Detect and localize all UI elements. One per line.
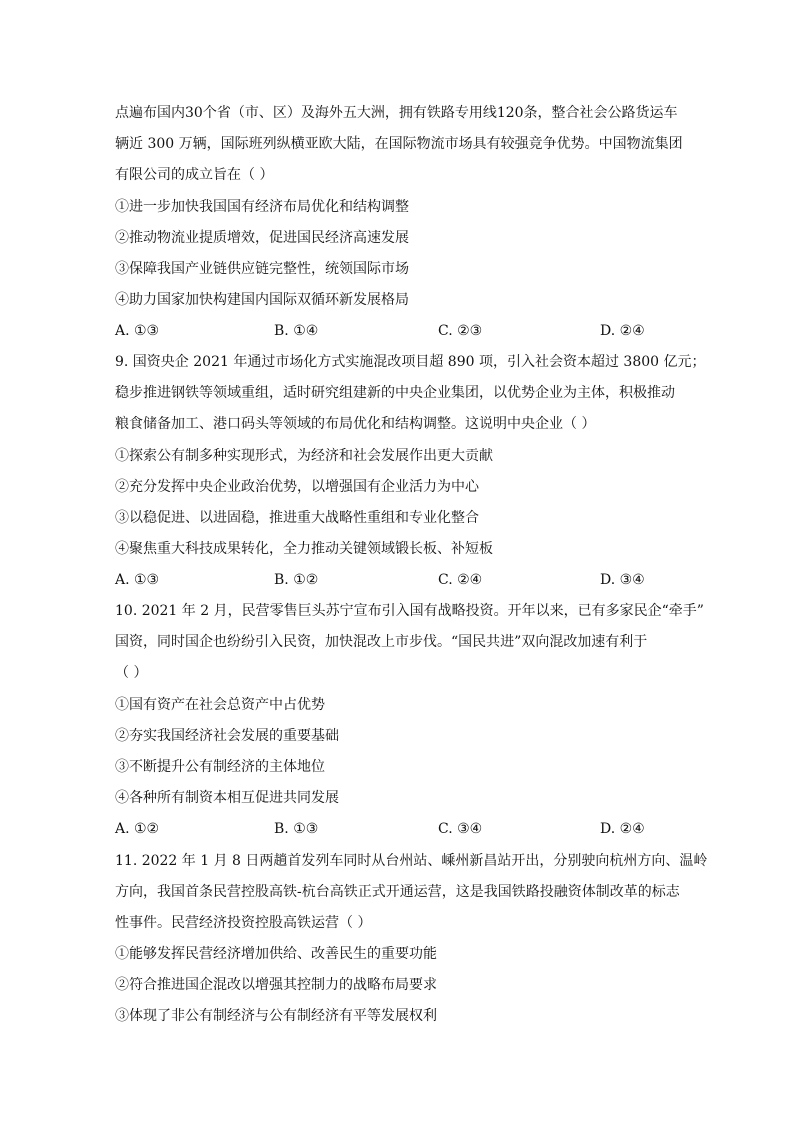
q9-item: ④聚焦重大科技成果转化，全力推动关键领域锻长板、补短板: [115, 541, 493, 557]
q10-option-c: C. ③④: [438, 821, 483, 837]
q8-item: ④助力国家加快构建国内国际双循环新发展格局: [115, 292, 409, 308]
q8-item: ③保障我国产业链供应链完整性，统领国际市场: [115, 261, 409, 277]
q11-stem-line: 11. 2022 年 1 月 8 日两趟首发列车同时从台州站、嵊州新昌站开出，分别驶向杭州方向、温岭: [115, 853, 708, 869]
q11-item: ③体现了非公有制经济与公有制经济有平等发展权利: [115, 1008, 437, 1024]
q10-item: ①国有资产在社会总资产中占优势: [115, 697, 325, 713]
q10-stem-line: 10. 2021 年 2 月，民营零售巨头苏宁宣布引入国有战略投资。开年以来，已有多家民企“牵手”: [115, 603, 704, 619]
q10-option-b: B. ①③: [274, 821, 319, 837]
q10-item: ②夯实我国经济社会发展的重要基础: [115, 728, 339, 744]
q11-stem-line: 方向，我国首条民营控股高铁-杭台高铁正式开通运营，这是我国铁路投融资体制改革的标志: [115, 884, 680, 900]
q10-option-a: A. ①②: [115, 821, 160, 837]
q10-stem-line: 国资，同时国企也纷纷引入民资，加快混改上市步伐。“国民共进”双向混改加速有利于: [115, 634, 648, 650]
q8-stem-line: 有限公司的成立旨在（ ）: [115, 167, 274, 183]
q8-item: ①进一步加快我国国有经济布局优化和结构调整: [115, 199, 409, 215]
q8-stem-line: 点遍布国内30个省（市、区）及海外五大洲，拥有铁路专用线120条，整合社会公路货运车: [115, 105, 678, 121]
q9-stem-line: 9. 国资央企 2021 年通过市场化方式实施混改项目超 890 项，引入社会资本超过 3800 亿元；: [115, 354, 706, 370]
q11-item: ②符合推进国企混改以增强其控制力的战略布局要求: [115, 977, 437, 993]
q8-option-d: D. ②④: [600, 323, 645, 339]
q8-option-b: B. ①④: [274, 323, 319, 339]
q8-option-c: C. ②③: [438, 323, 483, 339]
q9-item: ①探索公有制多种实现形式，为经济和社会发展作出更大贡献: [115, 448, 493, 464]
q10-item: ③不断提升公有制经济的主体地位: [115, 759, 325, 775]
q9-option-c: C. ②④: [438, 572, 483, 588]
q8-option-a: A. ①③: [115, 323, 160, 339]
q10-options: [115, 819, 685, 839]
q10-item: ④各种所有制资本相互促进共同发展: [115, 790, 339, 806]
q8-stem-line: 辆近 300 万辆，国际班列纵横亚欧大陆，在国际物流市场具有较强竞争优势。中国物流集团: [115, 136, 683, 152]
q9-item: ③以稳促进、以进固稳，推进重大战略性重组和专业化整合: [115, 510, 479, 526]
q10-stem-line: （ ）: [115, 665, 148, 681]
q8-item: ②推动物流业提质增效，促进国民经济高速发展: [115, 230, 409, 246]
q9-option-d: D. ③④: [600, 572, 645, 588]
q11-item: ①能够发挥民营经济增加供给、改善民生的重要功能: [115, 946, 437, 962]
q10-option-d: D. ②④: [600, 821, 645, 837]
q9-options: [115, 570, 685, 590]
q9-option-a: A. ①③: [115, 572, 160, 588]
q9-stem-line: 稳步推进钢铁等领域重组，适时研究组建新的中央企业集团，以优势企业为主体，积极推动: [115, 385, 675, 401]
q11-stem-line: 性事件。民营经济投资控股高铁运营（ ）: [115, 915, 372, 931]
q9-item: ②充分发挥中央企业政治优势，以增强国有企业活力为中心: [115, 479, 479, 495]
q9-option-b: B. ①②: [274, 572, 319, 588]
q8-options: [115, 321, 685, 341]
q9-stem-line: 粮食储备加工、港口码头等领域的布局优化和结构调整。这说明中央企业（ ）: [115, 416, 596, 432]
